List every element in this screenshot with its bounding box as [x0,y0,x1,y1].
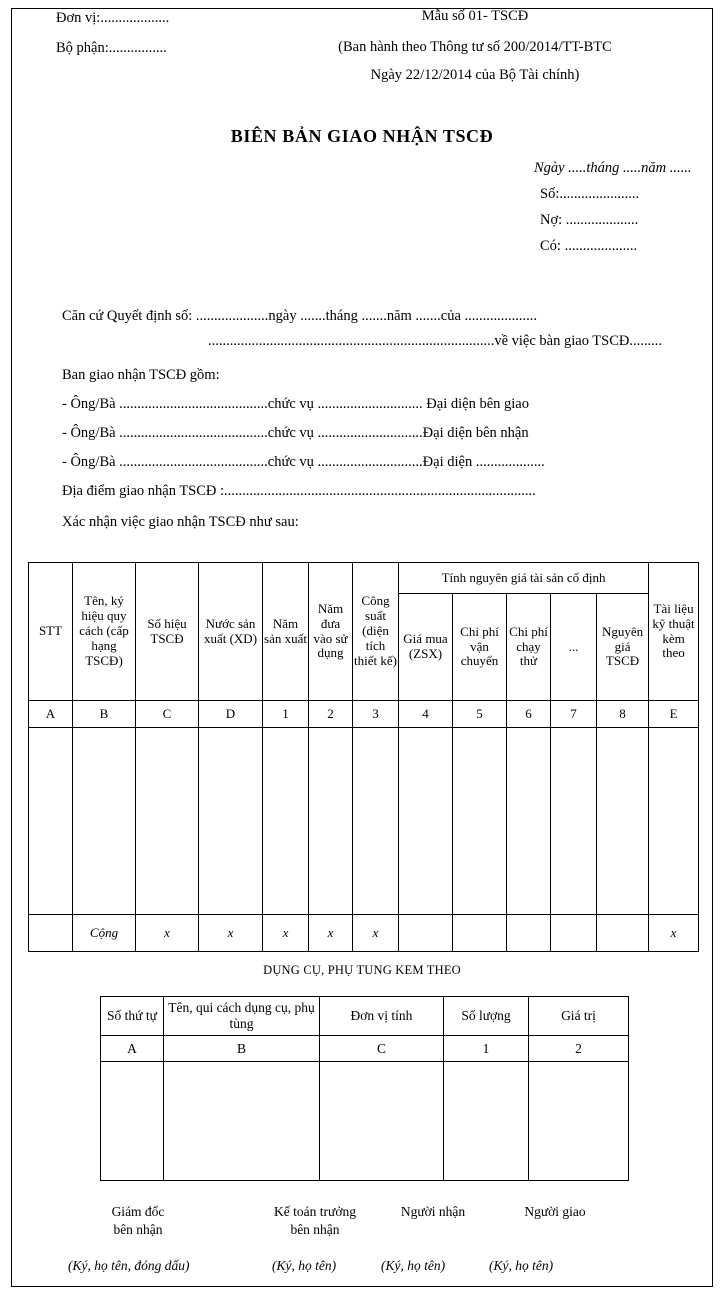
tool-code-b: B [164,1036,320,1062]
code-7: 7 [551,701,597,728]
total-cell-4 [399,915,453,952]
representative-receive-line: - Ông/Bà .........................................chức vụ .............................Đại diện bên nhận [62,425,529,441]
meta-date-line: Ngày .....tháng .....năm ...... [534,160,692,176]
table-empty-row[interactable] [29,728,699,915]
fixed-asset-table [28,562,699,952]
signature-receiver [378,1203,488,1221]
signature-chief-accountant-line2: bên nhận [290,1222,340,1238]
cell-empty-7[interactable] [551,728,597,915]
tools-empty-row[interactable] [101,1062,629,1181]
handover-location-line: Địa điểm giao nhận TSCĐ :...................................................................................... [62,483,536,499]
col-stt: STT [29,563,73,701]
cell-empty-5[interactable] [453,728,507,915]
meta-co: Có: .................... [540,238,638,254]
code-b: B [73,701,136,728]
cell-empty-c[interactable] [136,728,199,915]
col-asset-code: Số hiệu TSCĐ [136,563,199,701]
col-year-in-use: Năm đưa vào sử dụng [309,563,353,701]
total-label: Cộng [73,915,136,952]
decision-reference-line: Căn cứ Quyết định số: ....................ngày .......tháng .......năm .......của .................... [62,308,538,324]
table-header-row-1 [29,563,699,594]
total-cell-7 [551,915,597,952]
code-e: E [649,701,699,728]
tool-col-value: Giá trị [529,997,629,1036]
cell-empty-d[interactable] [199,728,263,915]
total-cell-c: x [136,915,199,952]
col-purchase-price: Giá mua (ZSX) [399,594,453,701]
signature-receiver-note: (Ký, họ tên) [381,1258,446,1273]
code-2: 2 [309,701,353,728]
tool-col-unit: Đơn vị tính [320,997,444,1036]
total-cell-5 [453,915,507,952]
representative-other-line: - Ông/Bà .........................................chức vụ .............................Đại diện ................... [62,454,545,470]
total-cell-3: x [353,915,399,952]
signature-row [0,1203,724,1243]
total-cell-a [29,915,73,952]
cell-empty-3[interactable] [353,728,399,915]
tools-header-row [101,997,629,1036]
col-year-made: Năm sản xuất [263,563,309,701]
signature-deliverer [500,1203,610,1221]
tool-code-a: A [101,1036,164,1062]
page-title: BIÊN BẢN GIAO NHẬN TSCĐ [230,126,494,146]
code-5: 5 [453,701,507,728]
issuing-circular: (Ban hành theo Thông tư số 200/2014/TT-BTC [338,39,612,55]
signature-receiver-line1: Người nhận [400,1204,466,1219]
committee-intro-line: Ban giao nhận TSCĐ gồm: [62,367,220,383]
cell-empty-1[interactable] [263,728,309,915]
tool-code-2: 2 [529,1036,629,1062]
tool-cell-b[interactable] [164,1062,320,1181]
meta-no: Nợ: .................... [540,212,639,228]
cell-empty-4[interactable] [399,728,453,915]
col-technical-docs: Tài liệu kỹ thuật kèm theo [649,563,699,701]
signature-director-line1: Giám đốc [111,1204,165,1219]
signature-chief-accountant-note: (Ký, họ tên) [272,1258,337,1273]
signature-director [78,1203,198,1239]
tool-cell-a[interactable] [101,1062,164,1181]
cell-empty-2[interactable] [309,728,353,915]
total-cell-8 [597,915,649,952]
total-cell-e: x [649,915,699,952]
issuing-date: Ngày 22/12/2014 của Bộ Tài chính) [370,67,580,83]
tool-col-order: Số thứ tự [101,997,164,1036]
total-cell-1: x [263,915,309,952]
code-c: C [136,701,199,728]
tool-code-1: 1 [444,1036,529,1062]
signature-deliverer-line1: Người giao [524,1204,586,1219]
tool-cell-2[interactable] [529,1062,629,1181]
signature-deliverer-note: (Ký, họ tên) [489,1258,554,1273]
document-meta-block [530,160,691,264]
col-original-cost: Nguyên giá TSCĐ [597,594,649,701]
tools-table-caption: DỤNG CỤ, PHỤ TUNG KEM THEO [263,963,461,977]
tool-col-quantity: Số lượng [444,997,529,1036]
signature-chief-accountant [250,1203,380,1239]
tool-code-c: C [320,1036,444,1062]
tools-code-row [101,1036,629,1062]
tool-cell-c[interactable] [320,1062,444,1181]
cell-empty-6[interactable] [507,728,551,915]
col-transport-cost: Chi phí vận chuyển [453,594,507,701]
col-group-original-cost: Tính nguyên giá tài sản cố định [399,563,649,594]
cell-empty-a[interactable] [29,728,73,915]
col-testrun-cost: Chi phí chạy thử [507,594,551,701]
meta-so: Số:...................... [540,186,640,202]
cell-empty-8[interactable] [597,728,649,915]
col-name-spec: Tên, ký hiệu quy cách (cấp hạng TSCĐ) [73,563,136,701]
tool-col-name: Tên, qui cách dụng cụ, phụ tùng [164,997,320,1036]
table-total-row [29,915,699,952]
code-a: A [29,701,73,728]
code-d: D [199,701,263,728]
col-capacity: Công suất (diện tích thiết kế) [353,563,399,701]
tools-accessories-table [100,996,629,1181]
total-cell-d: x [199,915,263,952]
representative-deliver-line: - Ông/Bà .........................................chức vụ ............................. Đại diện bên giao [62,396,529,412]
tool-cell-1[interactable] [444,1062,529,1181]
total-cell-6 [507,915,551,952]
col-ellipsis: ... [551,594,597,701]
department-field-label: Bộ phận:................ [56,40,167,56]
total-cell-2: x [309,915,353,952]
unit-field-label: Đơn vị:................... [56,10,170,26]
code-6: 6 [507,701,551,728]
signature-chief-accountant-line1: Kế toán trưởng [274,1204,356,1219]
col-country: Nước sản xuất (XD) [199,563,263,701]
code-1: 1 [263,701,309,728]
signature-director-line2: bên nhận [113,1222,163,1238]
cell-empty-b[interactable] [73,728,136,915]
table-code-row [29,701,699,728]
code-4: 4 [399,701,453,728]
handover-subject-line: ...............................................................................về việc bàn giao TSCĐ......... [207,333,662,349]
signature-director-note: (Ký, họ tên, đóng dấu) [68,1258,190,1273]
confirmation-line: Xác nhận việc giao nhận TSCĐ như sau: [62,514,299,530]
code-3: 3 [353,701,399,728]
cell-empty-e[interactable] [649,728,699,915]
code-8: 8 [597,701,649,728]
form-number: Mẫu số 01- TSCĐ [421,8,529,24]
